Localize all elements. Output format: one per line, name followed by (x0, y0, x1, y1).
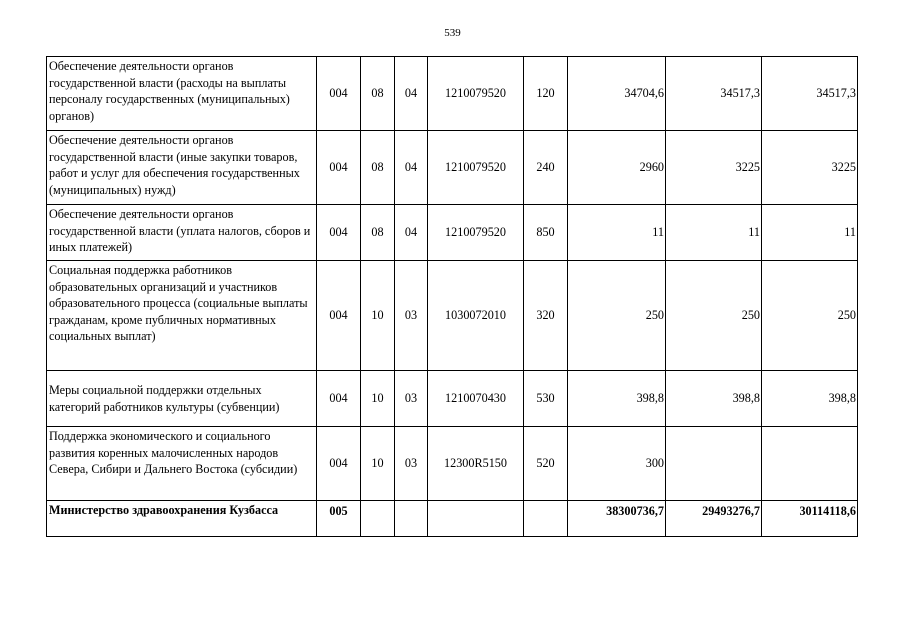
table-row (47, 261, 858, 371)
amount-year-3: 30114118,6 (762, 501, 858, 537)
ministry-code: 004 (317, 261, 361, 371)
target-article-code (428, 501, 524, 537)
section-code: 10 (361, 371, 395, 427)
subsection-code: 04 (395, 131, 428, 205)
amount-year-2: 250 (666, 261, 762, 371)
amount-year-3 (762, 427, 858, 501)
amount-year-3: 34517,3 (762, 57, 858, 131)
amount-year-1: 300 (568, 427, 666, 501)
target-article-code: 1210079520 (428, 131, 524, 205)
target-article-code: 1030072010 (428, 261, 524, 371)
section-code: 10 (361, 427, 395, 501)
section-code: 08 (361, 57, 395, 131)
amount-year-2: 11 (666, 205, 762, 261)
subsection-code: 03 (395, 371, 428, 427)
target-article-code: 1210070430 (428, 371, 524, 427)
table-row (47, 57, 858, 131)
ministry-code: 004 (317, 371, 361, 427)
target-article-code: 1210079520 (428, 205, 524, 261)
subsection-code: 04 (395, 205, 428, 261)
subsection-code: 04 (395, 57, 428, 131)
amount-year-1: 398,8 (568, 371, 666, 427)
amount-year-1: 11 (568, 205, 666, 261)
total-row (47, 501, 858, 537)
ministry-code: 004 (317, 57, 361, 131)
page-number: 539 (444, 27, 461, 39)
amount-year-2: 34517,3 (666, 57, 762, 131)
amount-year-1: 250 (568, 261, 666, 371)
amount-year-3: 11 (762, 205, 858, 261)
row-name: Обеспечение деятельности органов государственной власти (иные закупки товаров, работ и услуг для обеспечения государственных (муниципальных) нужд) (47, 131, 317, 205)
target-article-code: 1210079520 (428, 57, 524, 131)
amount-year-3: 3225 (762, 131, 858, 205)
row-name: Поддержка экономического и социального развития коренных малочисленных народов Севера, Сибири и Дальнего Востока (субсидии) (47, 427, 317, 501)
subsection-code (395, 501, 428, 537)
ministry-code: 004 (317, 427, 361, 501)
row-name: Обеспечение деятельности органов государственной власти (расходы на выплаты персоналу государственных (муниципальных) органов) (47, 57, 317, 131)
amount-year-1: 38300736,7 (568, 501, 666, 537)
amount-year-1: 2960 (568, 131, 666, 205)
row-name: Социальная поддержка работников образовательных организаций и участников образовательного процесса (социальные выплаты гражданам, кроме публичных нормативных социальных выплат) (47, 261, 317, 371)
section-code (361, 501, 395, 537)
amount-year-2: 29493276,7 (666, 501, 762, 537)
table-row (47, 371, 858, 427)
subsection-code: 03 (395, 261, 428, 371)
ministry-code: 004 (317, 131, 361, 205)
expense-type-code: 530 (524, 371, 568, 427)
section-code: 10 (361, 261, 395, 371)
subsection-code: 03 (395, 427, 428, 501)
section-code: 08 (361, 205, 395, 261)
amount-year-2: 398,8 (666, 371, 762, 427)
amount-year-2: 3225 (666, 131, 762, 205)
table-row (47, 427, 858, 501)
expense-type-code: 320 (524, 261, 568, 371)
expense-type-code (524, 501, 568, 537)
row-name: Меры социальной поддержки отдельных категорий работников культуры (субвенции) (47, 371, 317, 427)
expense-type-code: 520 (524, 427, 568, 501)
amount-year-1: 34704,6 (568, 57, 666, 131)
ministry-name: Министерство здравоохранения Кузбасса (47, 501, 317, 537)
expense-type-code: 120 (524, 57, 568, 131)
amount-year-3: 250 (762, 261, 858, 371)
budget-table (46, 56, 858, 537)
expense-type-code: 240 (524, 131, 568, 205)
amount-year-3: 398,8 (762, 371, 858, 427)
table-row (47, 131, 858, 205)
table-row (47, 205, 858, 261)
ministry-code: 004 (317, 205, 361, 261)
expense-type-code: 850 (524, 205, 568, 261)
row-name: Обеспечение деятельности органов государственной власти (уплата налогов, сборов и иных платежей) (47, 205, 317, 261)
amount-year-2 (666, 427, 762, 501)
target-article-code: 12300R5150 (428, 427, 524, 501)
section-code: 08 (361, 131, 395, 205)
ministry-code: 005 (317, 501, 361, 537)
